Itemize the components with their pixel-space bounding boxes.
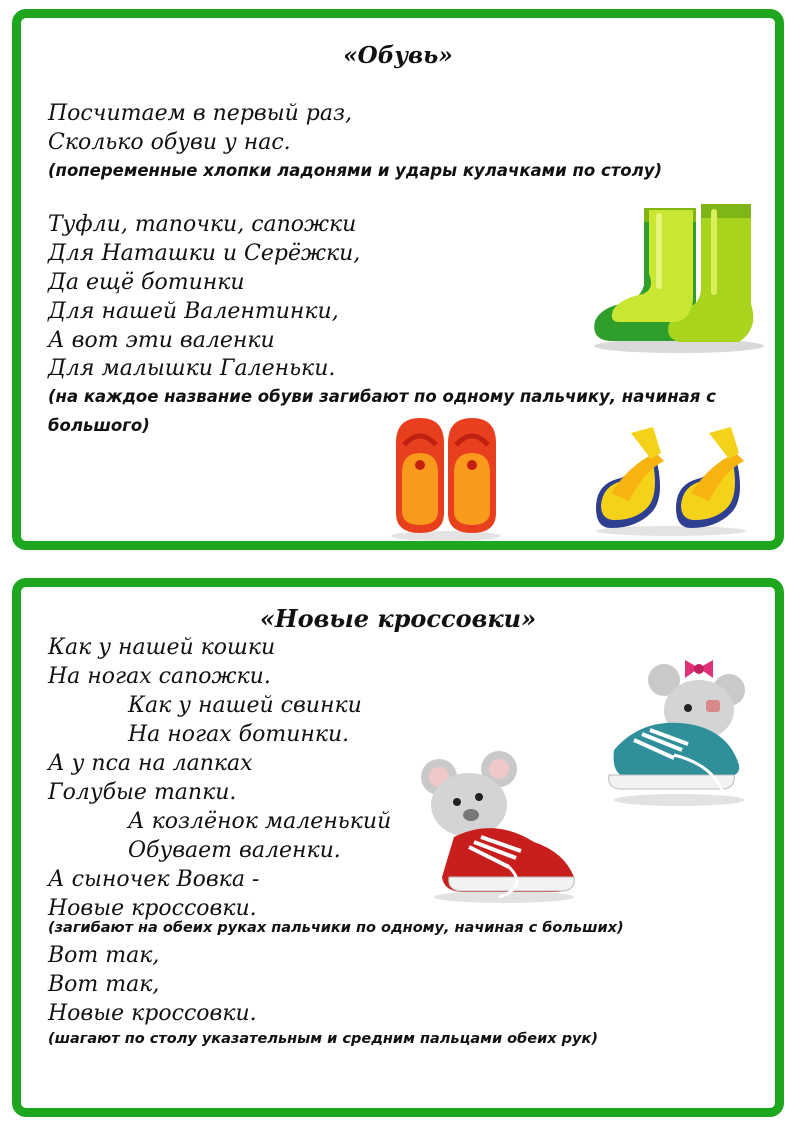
poem-line: Для нашей Валентинки, (48, 299, 339, 324)
poem-line: Для Наташки и Серёжки, (48, 241, 361, 266)
poem-line: Сколько обуви у нас. (48, 130, 291, 155)
poem-line: А у пса на лапках (48, 751, 253, 776)
green-boots-image (589, 196, 769, 356)
poem-title: «Обувь» (343, 42, 453, 69)
poem-line: Для малышки Галеньки. (48, 356, 336, 381)
poem-line: Как у нашей кошки (48, 635, 276, 660)
orange-shoes-image (386, 413, 506, 543)
poem-line: Посчитаем в первый раз, (48, 101, 352, 126)
poem-line: Обувает валенки. (128, 838, 341, 863)
poem-line: Как у нашей свинки (128, 693, 362, 718)
mouse-red-sneaker-image (419, 747, 579, 907)
poem-line: Туфли, тапочки, сапожки (48, 212, 357, 237)
yellow-sandals-image (591, 423, 751, 538)
instruction-note: (на каждое название обуви загибают по одному пальчику, начиная с большого) (48, 387, 716, 435)
poem-line: Новые кроссовки. (48, 896, 257, 921)
poem-line: А сыночек Вовка - (48, 867, 260, 892)
instruction-note: (попеременные хлопки ладонями и удары кулачками по столу) (48, 161, 663, 180)
mouse-blue-sneaker-image (604, 660, 754, 810)
instruction-note: (шагают по столу указательным и средним пальцами обеих рук) (48, 1031, 598, 1047)
poem-line: Да ещё ботинки (48, 270, 245, 295)
poem-line: А козлёнок маленький (128, 809, 392, 834)
instruction-note: (загибают на обеих руках пальчики по одному, начиная с больших) (48, 920, 624, 936)
poem-line: Новые кроссовки. (48, 1001, 257, 1026)
poem-line: Голубые тапки. (48, 780, 237, 805)
poem-line: На ногах сапожки. (48, 664, 271, 689)
poem-line: На ногах ботинки. (128, 722, 350, 747)
poem-card-sneakers (12, 578, 784, 1117)
poem-line: Вот так, (48, 943, 160, 968)
poem-line: А вот эти валенки (48, 328, 275, 353)
poem-line: Вот так, (48, 972, 160, 997)
poem-title: «Новые кроссовки» (259, 604, 537, 633)
poem-card-shoes (12, 9, 784, 550)
